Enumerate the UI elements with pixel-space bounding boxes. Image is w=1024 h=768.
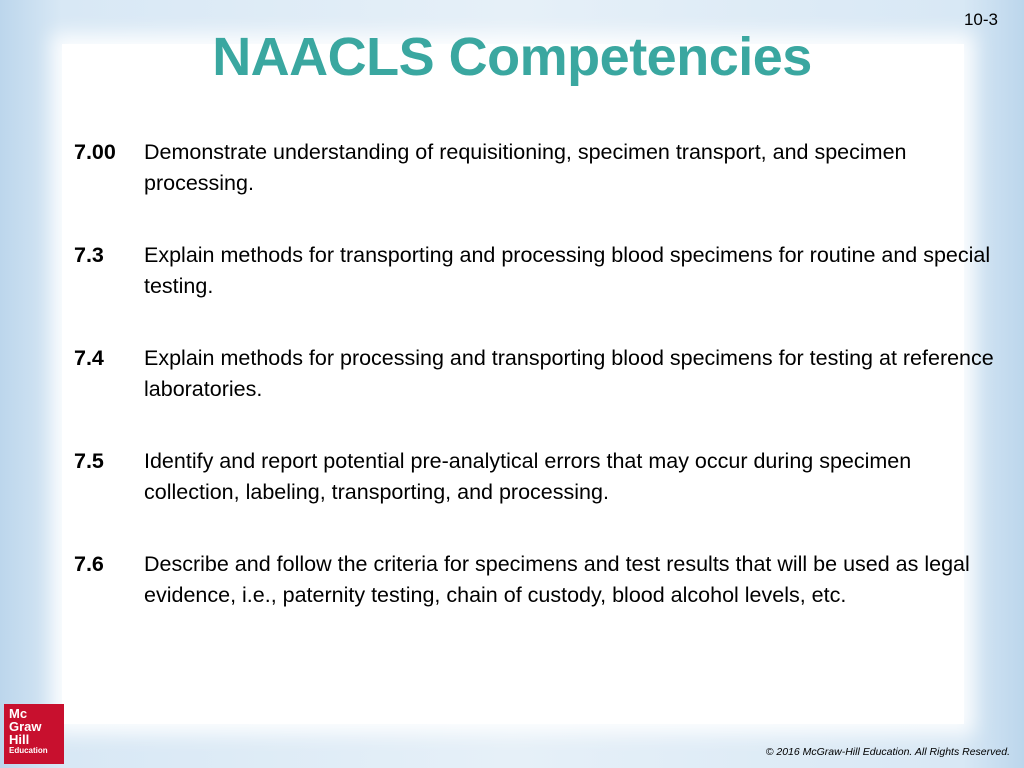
competency-text: Identify and report potential pre-analytical errors that may occur during specimen collection, labeling, transporting, and processing. [144,449,912,504]
slide-number: 10-3 [963,10,998,29]
competency-code: 7.4 [74,346,104,370]
list-item [74,343,994,405]
logo-line: Hill [9,732,30,747]
competency-text: Demonstrate understanding of requisitioning, specimen transport, and specimen processing. [144,140,907,195]
list-item [74,446,994,508]
logo-line: Graw [9,719,42,734]
mcgraw-hill-logo [4,704,64,764]
competency-code: 7.00 [74,140,116,164]
competency-code: 7.5 [74,449,104,473]
competency-text: Explain methods for processing and transporting blood specimens for testing at reference laboratories. [144,346,994,401]
list-item [74,549,994,611]
slide-title: NAACLS Competencies [212,27,812,87]
competency-text: Describe and follow the criteria for specimens and test results that will be used as legal evidence, i.e., paternity testing, chain of custody, blood alcohol levels, etc. [144,552,970,607]
logo-line: Education [9,746,48,755]
competency-text: Explain methods for transporting and processing blood specimens for routine and special testing. [144,243,991,298]
competency-list [74,137,994,611]
list-item [74,137,994,199]
competency-code: 7.3 [74,243,104,267]
list-item [74,240,994,302]
copyright-notice: © 2016 McGraw-Hill Education. All Rights Reserved. [765,746,1010,758]
logo-line: Mc [9,706,28,721]
competency-code: 7.6 [74,552,104,576]
